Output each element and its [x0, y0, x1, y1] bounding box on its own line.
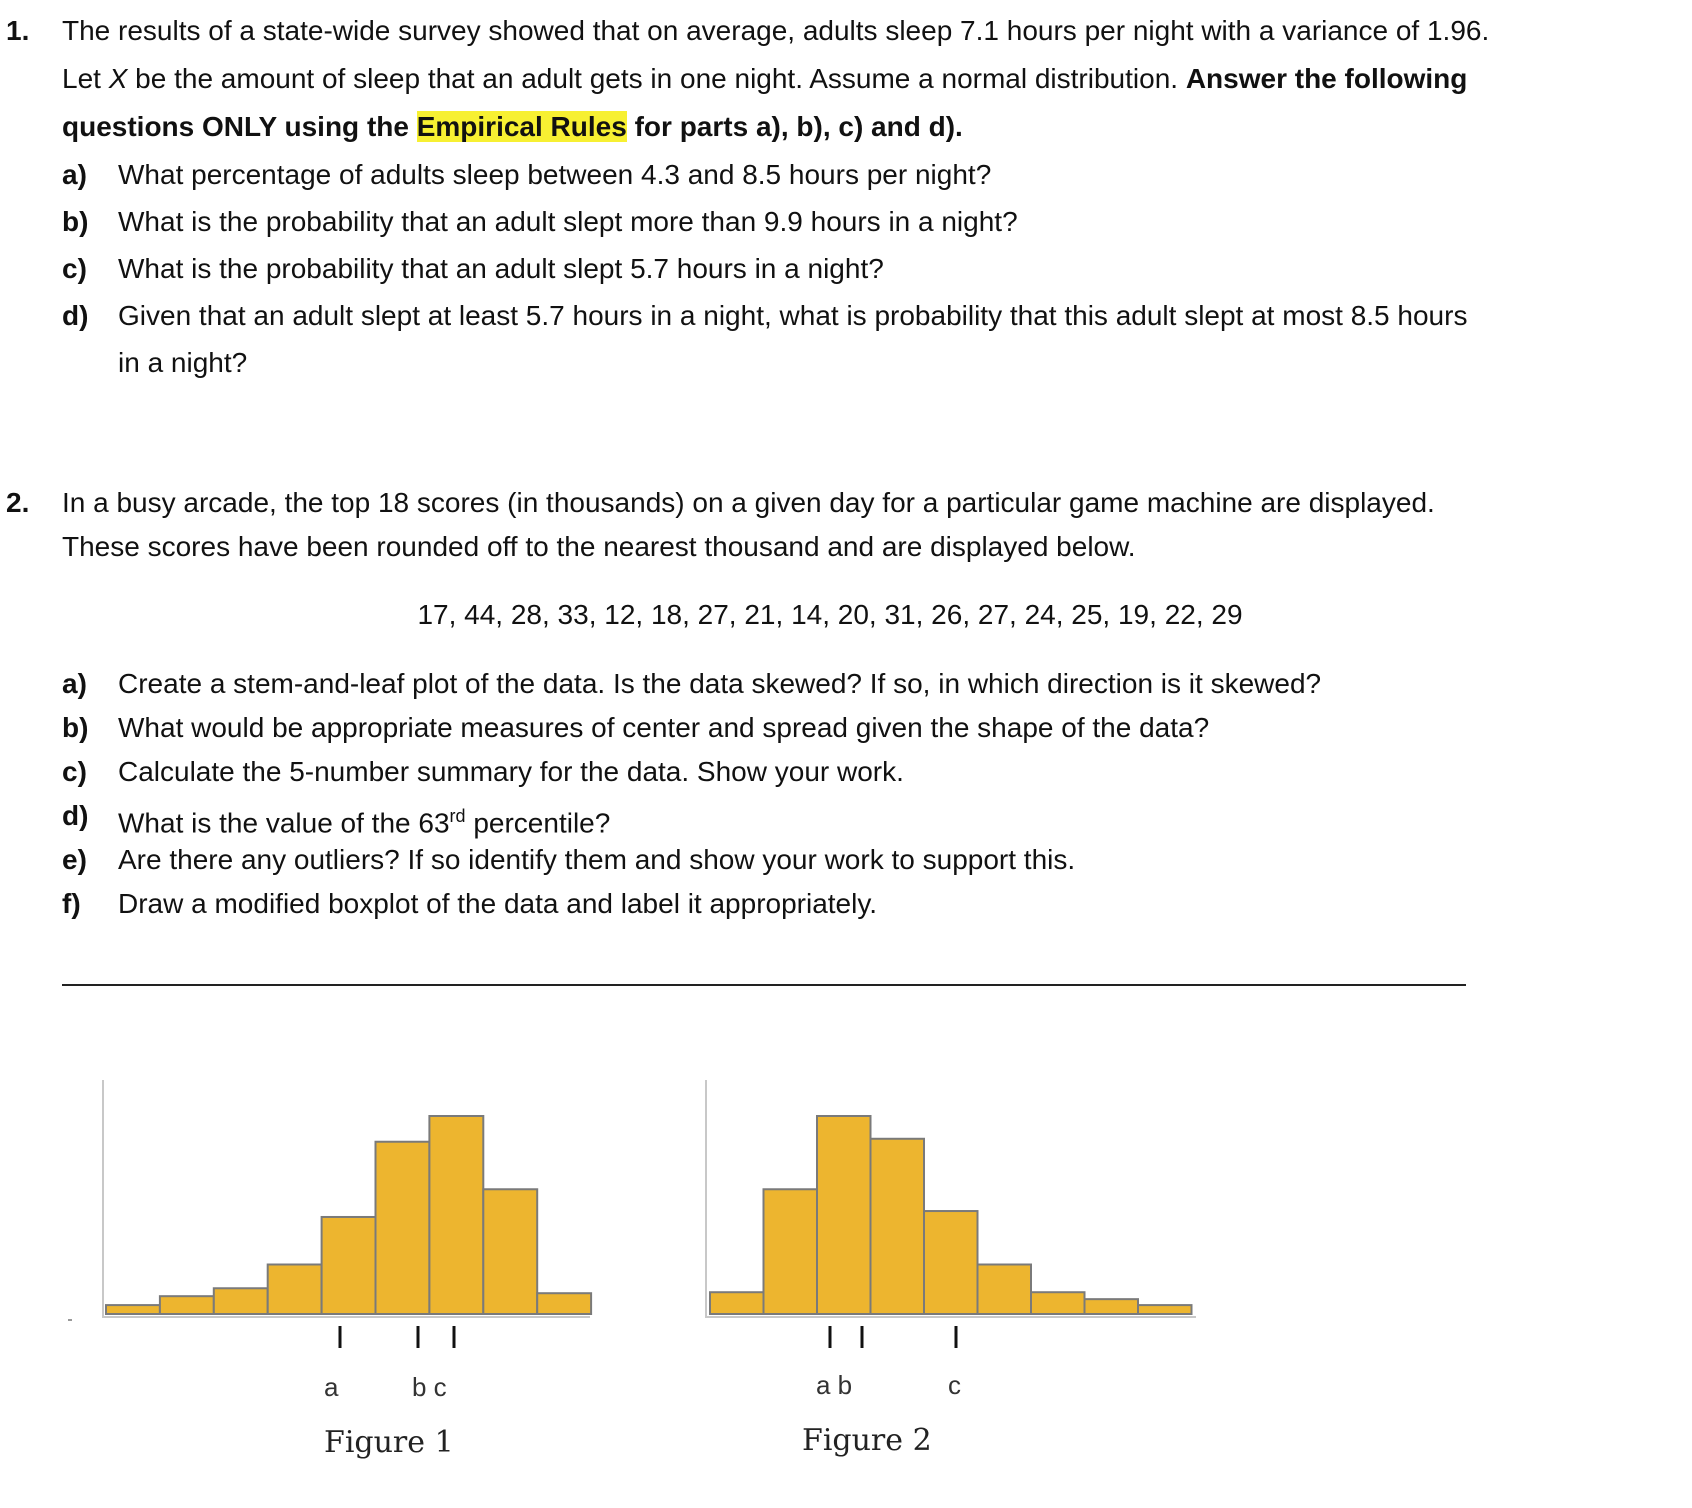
- q2-part-f-text: Draw a modified boxplot of the data and label it appropriately.: [118, 888, 878, 919]
- q1-part-d-text: Given that an adult slept at least 5.7 hours in a night, what is probability that this adult slept at most 8.5 hours: [118, 300, 1468, 331]
- figure2-bar-8: [1085, 1299, 1139, 1314]
- q2-score-data: 17, 44, 28, 33, 12, 18, 27, 21, 14, 20, 31, 26, 27, 24, 25, 19, 22, 29: [417, 599, 1243, 630]
- figure1-caption: Figure 1: [324, 1425, 454, 1460]
- q1-instruction-bold: Answer the following: [1185, 63, 1468, 94]
- q1-part-d-continuation: in a night?: [118, 347, 248, 378]
- figure1-bar-9: [537, 1293, 591, 1314]
- empirical-rules-highlight: Empirical Rules: [416, 111, 627, 142]
- q2-number: 2.: [6, 487, 30, 518]
- figure2-bar-9: [1138, 1305, 1192, 1314]
- q1-intro-line3: [62, 110, 963, 144]
- figure1-tick-label-bc: b c: [412, 1372, 447, 1402]
- q1-intro-line3-bold1: questions ONLY using the: [62, 111, 417, 142]
- q1-number: 1.: [6, 15, 30, 46]
- figure1-tick-label-a: a: [324, 1372, 339, 1402]
- figure1-bar-8: [483, 1189, 537, 1314]
- figure1-bar-1: [106, 1305, 160, 1314]
- q2-part-f-label: f): [62, 888, 81, 919]
- q1-intro-line1: The results of a state-wide survey showed that on average, adults sleep 7.1 hours per night with a variance of 1.96.: [62, 15, 1490, 46]
- figure2-bar-4: [871, 1139, 925, 1314]
- q2-part-e-label: e): [62, 844, 87, 875]
- q1-part-c-label: c): [62, 253, 87, 284]
- q2-part-c-label: c): [62, 756, 87, 787]
- histogram-figures: [0, 1060, 1692, 1508]
- q1-part-a-label: a): [62, 159, 87, 190]
- figure2-bar-3: [817, 1116, 871, 1314]
- q2-part-d-superscript: rd: [449, 806, 466, 826]
- q2-intro-line1: In a busy arcade, the top 18 scores (in thousands) on a given day for a particular game machine are displayed.: [62, 487, 1435, 518]
- figure1-bar-3: [214, 1288, 268, 1314]
- figure2-bar-5: [924, 1211, 978, 1314]
- q1-variable-x: X: [108, 63, 128, 94]
- q2-part-a-label: a): [62, 668, 87, 699]
- figure2-bar-1: [710, 1292, 764, 1314]
- figure2-bar-2: [764, 1189, 818, 1314]
- figure1-bar-2: [160, 1296, 214, 1314]
- q1-part-c-text: What is the probability that an adult slept 5.7 hours in a night?: [118, 253, 884, 284]
- q2-intro-line2: These scores have been rounded off to the nearest thousand and are displayed below.: [62, 531, 1136, 562]
- q1-part-a-text: What percentage of adults sleep between 4.3 and 8.5 hours per night?: [118, 159, 992, 190]
- q2-part-c-text: Calculate the 5-number summary for the data. Show your work.: [118, 756, 904, 787]
- figure1-bar-4: [268, 1265, 322, 1315]
- figure1-bar-7: [429, 1116, 483, 1314]
- figure1-histogram: [68, 1080, 591, 1460]
- q2-part-b-text: What would be appropriate measures of center and spread given the shape of the data?: [118, 712, 1210, 743]
- q1-intro-line2-b: be the amount of sleep that an adult gets in one night. Assume a normal distribution.: [127, 63, 1186, 94]
- q2-part-d-post: percentile?: [465, 807, 611, 839]
- q2-part-b-label: b): [62, 712, 89, 743]
- q2-part-d-text: [118, 799, 610, 840]
- figure2-bar-7: [1031, 1292, 1085, 1314]
- q1-intro-line2-a: Let: [62, 63, 109, 94]
- q1-part-b-label: b): [62, 206, 89, 237]
- q2-part-e-text: Are there any outliers? If so identify them and show your work to support this.: [118, 844, 1076, 875]
- figure1-bar-5: [322, 1217, 376, 1314]
- q2-part-d-label: d): [62, 800, 89, 831]
- figure2-histogram: [706, 1080, 1196, 1458]
- figure2-caption: Figure 2: [802, 1423, 932, 1458]
- q2-part-a-text: Create a stem-and-leaf plot of the data. Is the data skewed? If so, in which direction is it skewed?: [118, 668, 1322, 699]
- q1-intro-line2: [62, 62, 1467, 96]
- section-divider: [62, 984, 1466, 986]
- q1-intro-line3-bold2: for parts a), b), c) and d).: [626, 111, 963, 142]
- figure2-tick-label-ab: a b: [816, 1370, 853, 1400]
- figure2-bar-6: [978, 1265, 1032, 1315]
- q1-part-b-text: What is the probability that an adult slept more than 9.9 hours in a night?: [118, 206, 1018, 237]
- figure1-bar-6: [376, 1142, 430, 1314]
- q1-part-d-label: d): [62, 300, 89, 331]
- figure2-tick-label-c: c: [948, 1370, 961, 1400]
- q2-part-d-pre: What is the value of the 63: [118, 807, 450, 839]
